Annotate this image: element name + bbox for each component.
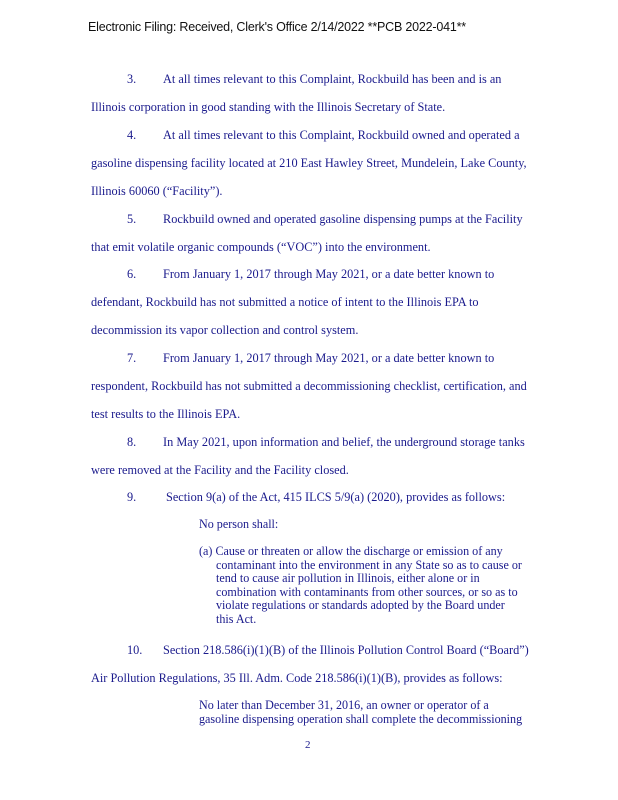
quote-intro: No person shall:: [199, 517, 279, 531]
paragraph-line: From January 1, 2017 through May 2021, or a date better known to: [163, 351, 495, 365]
paragraph-line: Rockbuild owned and operated gasoline dispensing pumps at the Facility: [163, 212, 523, 226]
paragraph-line: gasoline dispensing facility located at 210 East Hawley Street, Mundelein, Lake County,: [91, 156, 527, 170]
paragraph-line: were removed at the Facility and the Facility closed.: [91, 463, 349, 477]
filing-header: Electronic Filing: Received, Clerk's Office 2/14/2022 **PCB 2022-041**: [88, 20, 466, 34]
paragraph-number: 4.: [127, 128, 137, 142]
quote-line: No later than December 31, 2016, an owner or operator of a: [199, 698, 489, 712]
paragraph-line: In May 2021, upon information and belief, the underground storage tanks: [163, 435, 525, 449]
quote-line: gasoline dispensing operation shall complete the decommissioning: [199, 711, 523, 726]
quoted-statute: [199, 518, 278, 532]
quote-line: tend to cause air pollution in Illinois, either alone or in: [216, 571, 480, 586]
paragraph-line: test results to the Illinois EPA.: [91, 407, 241, 421]
quote-line: this Act.: [216, 611, 257, 626]
paragraph-line: Section 218.586(i)(1)(B) of the Illinois Pollution Control Board (“Board”): [163, 643, 529, 657]
quote-line: (a) Cause or threaten or allow the discharge or emission of any: [199, 544, 503, 558]
quote-line: combination with contaminants from other sources, or so as to: [216, 584, 518, 599]
paragraph-line: respondent, Rockbuild has not submitted a decommissioning checklist, certification, and: [91, 379, 527, 393]
paragraph-line: Air Pollution Regulations, 35 Ill. Adm. Code 218.586(i)(1)(B), provides as follows:: [91, 671, 503, 685]
paragraph-number: 7.: [127, 351, 137, 365]
page-number: 2: [305, 739, 311, 751]
quoted-regulation: [199, 699, 522, 726]
quoted-statute-item: [199, 545, 522, 627]
paragraph-line: At all times relevant to this Complaint, Rockbuild has been and is an: [163, 72, 502, 86]
paragraph-number: 10.: [127, 643, 143, 657]
quote-line: violate regulations or standards adopted by the Board under: [216, 598, 505, 613]
paragraph-line: Illinois 60060 (“Facility”).: [91, 184, 223, 198]
paragraph-line: that emit volatile organic compounds (“VOC”) into the environment.: [91, 240, 431, 254]
paragraph-line: defendant, Rockbuild has not submitted a notice of intent to the Illinois EPA to: [91, 295, 479, 309]
paragraph-number: 3.: [127, 72, 137, 86]
paragraph-line: decommission its vapor collection and control system.: [91, 323, 359, 337]
paragraph-number: 6.: [127, 267, 137, 281]
paragraph-line: From January 1, 2017 through May 2021, or a date better known to: [163, 267, 495, 281]
paragraph-number: 8.: [127, 435, 137, 449]
paragraph-line: Section 9(a) of the Act, 415 ILCS 5/9(a) (2020), provides as follows:: [166, 490, 506, 504]
paragraph-number: 5.: [127, 212, 137, 226]
paragraph-number: 9.: [127, 490, 137, 504]
quote-line: contaminant into the environment in any State so as to cause or: [216, 557, 522, 572]
paragraph-line: Illinois corporation in good standing with the Illinois Secretary of State.: [91, 100, 446, 114]
paragraph-line: At all times relevant to this Complaint, Rockbuild owned and operated a: [163, 128, 520, 142]
